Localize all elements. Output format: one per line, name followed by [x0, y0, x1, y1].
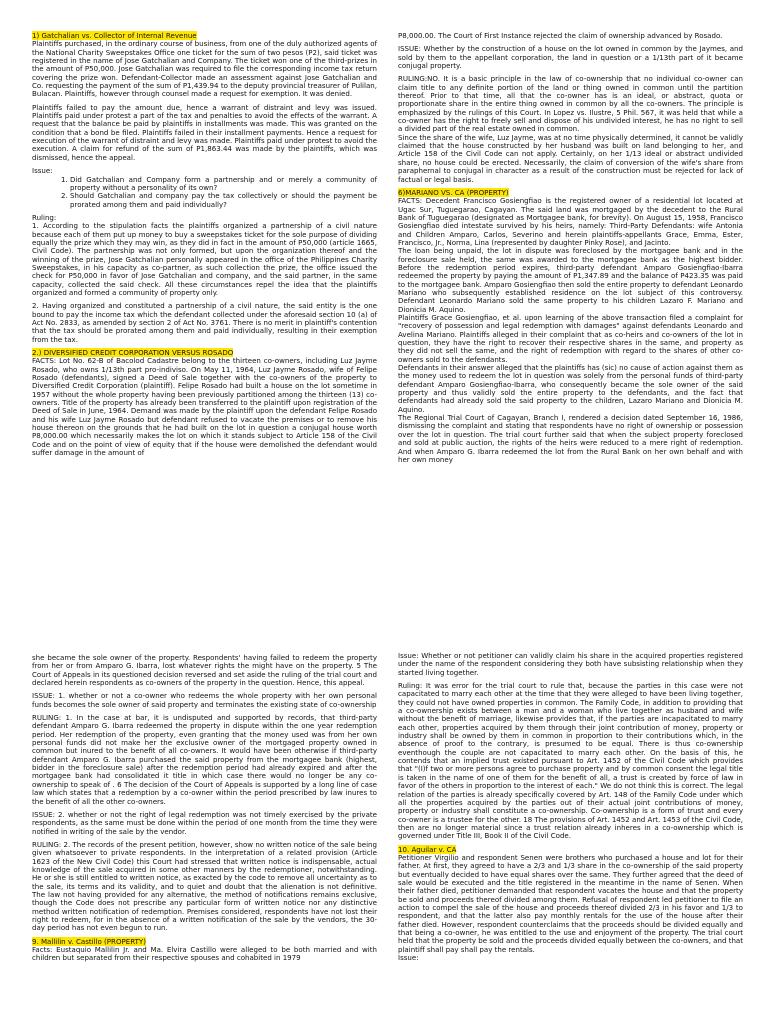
- document-page-1: [0, 20, 768, 520]
- page-gap: [0, 500, 768, 512]
- case6-issue-2: ISSUE: 2. whether or not the right of legal redemption was not timely exercised by the private respondents, as the same must be done within the period of one month from the time they were notified in writing of the sale by the vendor.: [32, 809, 377, 836]
- case6-facts: FACTS: Decedent Francisco Gosiengfiao is the registered owner of a residential lot located at Ugac Sur, Tuguegarao, Cagayan. The said land was mortgaged by the decedent to the Rural Bank of Tuguegarao (designated as Mortgagee bank, for brevity). On August 15, 1958, Francisco Gosiengfiao died intestate survived by his heirs, namely: Third-Party Defendants: wife Antonia and Children Amparo, Carlos, Severino and herein plaintiffs-appellants Grace, Emma, Ester, Francisco, Jr., Norma, Lina (represented by daughter Pinky Rose), and Jacinto.: [398, 196, 743, 247]
- ruling-paragraph-2: 2. Having organized and constituted a partnership of a civil nature, the said entity is the one bound to pay the income tax which the defendant collected under the aforesaid section 10 (a) of Act No. 2833, as amended by section 2 of Act No. 3761. There is no merit in plaintiff's contention that the tax should be prorated among them and paid individually, resulting in their exemption from the tax.: [32, 301, 377, 344]
- case1-facts-2: Plaintiffs failed to pay the amount due, hence a warrant of distraint and levy was issued. Plaintiffs paid under protest a part of the tax and penalties to avoid the effects of the warrant. A request that the balance be paid by plaintiffs in installments was made. This was granted on the condition that a bond be filed. Plaintiffs failed in their installment payments. Hence a request for execution of the warrant of distraint and levy was made. Plaintiffs paid under protest to avoid the execution. A claim for refund of the sum of P1,863.44 was made by the plaintiffs, which was dismissed, hence the appeal.: [32, 102, 377, 162]
- page1-right-column: [398, 32, 743, 469]
- case1-facts: Plaintiffs purchased, in the ordinary course of business, from one of the duly authorized agents of the National Charity Sweepstakes Office one ticket for the sum of two pesos (P2), said ticket was registered in the name of Jose Gatchalian and Company. The ticket won one of the third-prizes in the amount of P50,000. Jose Gatchalian was required to file the corresponding income tax return covering the prize won. Defendant-Collector made an assessment against Jose Gatchalian and Co. requesting the payment of the sum of P1,439.94 to the deputy provincial treasurer of Pulilan, Bulacan. Plaintiffs, however through counsel made a request for exemption. It was denied.: [32, 39, 377, 99]
- case1-title: 1) Gatchalian vs. Collector of Internal Revenue: [32, 31, 197, 40]
- case9-facts: Facts: Eustaquio Mallilin Jr. and Ma. Elvira Castillo were alleged to be both married and with children but separated from their respective spouses and cohabited in 1979: [32, 945, 377, 963]
- case9-ruling: Ruling: It was error for the trial court to rule that, because the parties in this case were not capacitated to marry each other at the time that they were alleged to have been living together, they could not have owned properties in common. The Family Code, in addition to providing that a co-ownership exists between a man and a woman who live together as husband and wife without the benefit of marriage, likewise provides that, if the parties are incapacitated to marry each other, properties acquired by them through their joint contribution of money, property or industry shall be owned by them in common in proportion to their contributions which, in the absence of proof to the contrary, is presumed to be equal. There is thus co-ownership eventhough the couple are not capacitated to marry each other. On the basis of this, he contends that an implied trust existed pursuant to Art. 1452 of the Civil Code which provides that "(I)f two or more persons agree to purchase property and by common consent the legal title is taken in the name of one of them for the benefit of all, a trust is created by force of law in favor of the others in proportion to the interest of each." We do not think this is correct. The legal relation of the parties is already specifically covered by Art. 148 of the Family Code under which all the properties acquired by the parties out of their actual joint contributions of money, property or industry shall constitute a co-ownership. Co-ownership is a form of trust and every co-owner is a trustee for the other. 18 The provisions of Art. 1452 and Art. 1453 of the Civil Code, then are no longer material since a trust relation already inheres in a co-ownership which is governed under Title III, Book II of the Civil Code.: [398, 681, 743, 841]
- case6-issue-1: ISSUE: 1. whether or not a co-owner who redeems the whole property with her own personal funds becomes the sole owner of said property and terminates the existing state of co-ownership: [32, 691, 377, 709]
- case6-title: 6)MARIANO VS. CA (PROPERTY): [398, 187, 509, 197]
- case9-title: 9. Mallilin v. Castillo (PROPERTY): [32, 936, 146, 946]
- document-page-2: [0, 512, 768, 1024]
- issue-list: [32, 176, 377, 209]
- ruling-paragraph-1: 1. According to the stipulation facts the plaintiffs organized a partnership of a civil nature because each of them put up money to buy a sweepstakes ticket for the sole purpose of dividing equally the prize which they may win, as they did in fact in the amount of P50,000 (article 1665, Civil Code). The partnership was not only formed, but upon the organization thereof and the winning of the prize, Jose Gatchalian personally appeared in the office of the Philippines Charity Sweepstakes, in his capacity as co-partner, as such collection the prize, the office issued the check for P50,000 in favor of Jose Gatchalian and company, and the said partner, in the same capacity, collected the said check. All these circumstances repel the idea that the plaintiffs organized and formed a community of property only.: [32, 221, 377, 297]
- case9-issue: Issue: Whether or not petitioner can validly claim his share in the acquired properties registered under the name of the respondent considering they both have subsisting relationship when they started living together.: [398, 651, 743, 677]
- case2-title: 2.) DIVERSIFIED CREDIT CORPORATION VERSUS ROSADO: [32, 348, 234, 358]
- ruling-label: Ruling:: [32, 212, 57, 222]
- case6-ruling-1: RULING: 1. In the case at bar, it is undisputed and supported by records, that third-party defendant Amparo G. Ibarra redeemed the property in dispute within the one year redemption period. Her redemption of the property, even granting that the money used was from her own personal funds did not make her the exclusive owner of the mortgaged property owned in common but inured to the benefit of all co-owners. It would have been otherwise if third-party defendant Amparo G. Ibarra purchased the said property from the mortgagee bank (highest, bidder in the foreclosure sale) after the redemption period had already expired and after the mortgagee bank had consolidated it title in which case there would no longer be any co-ownership to speak of . 6 The decision of the Court of Appeals is supported by a long line of case law which states that a redemption by a co-owner within the period prescribed by law inures to the benefit of all the other co-owners.: [32, 713, 377, 806]
- case6-facts-2: The loan being unpaid, the lot in dispute was foreclosed by the mortgagee bank and in the foreclosure sale held, the same was awarded to the mortgagee bank as the highest bidder. Before the redemption period expires, third-party defendant Amparo Gosiengfiao-Ibarra redeemed the property by paying the amount of P1,347.89 and the balance of P423.35 was paid to the mortgagee bank. Amparo Gosiengfiao then sold the entire property to defendant Leonardo Mariano who subsequently established residence on the lot subject of this controversy. Defendant Leonardo Mariano sold the same property to his children Lazaro F. Mariano and Dionicia M. Aquino.: [398, 246, 743, 314]
- case2-issue: ISSUE: Whether by the construction of a house on the lot owned in common by the Jaymes, and sold by them to the appellant corporation, the land in question or a 1/13th part of it became conjugal property.: [398, 44, 743, 71]
- page2-right-column: [398, 652, 743, 967]
- case10-title: 10. Aguilar v. CA: [398, 844, 457, 854]
- case2-continuation: P8,000.00. The Court of First Instance rejected the claim of ownership advanced by Rosado.: [398, 31, 723, 40]
- case6-facts-4: Defendants in their answer alleged that the plaintiffs has (sic) no cause of action against them as the money used to redeem the lot in question was solely from the personal funds of third-party defendant Amparo Gosiengfiao-Ibarra, who consequently became the sole owner of the said property and thus validly sold the entire property to the defendants, and the fact that defendants had already sold the said property to the children, Lazaro Mariano and Dionicia M. Aquino.: [398, 363, 743, 414]
- case10-issue-label: Issue:: [398, 953, 419, 963]
- page1-left-column: [32, 32, 377, 463]
- issue-label: Issue:: [32, 166, 53, 176]
- case6-facts-5: The Regional Trial Court of Cagayan, Branch I, rendered a decision dated September 16, 1986, dismissing the complaint and stating that respondents have no right of ownership or possession over the lot in question. The trial court further said that when the subject property foreclosed and sold at public auction, the rights of the heirs were reduced to a mere right of redemption. And when Amparo G. Ibarra redeemed the lot from the Rural Bank on her own behalf and with her own money: [398, 413, 743, 464]
- case2-facts: FACTS: Lot No. 62-B of Bacolod Cadastre belong to the thirteen co-owners, including Luz Jayme Rosado, who owns 1/13th part pro-indiviso. On May 11, 1964, Luz Jayme Rosado, wife of Felipe Rosado (defendants), signed a Deed of Sale together with the co-owners of the property to Diversified Credit Corporation (plaintiff). Felipe Rosado had built a house on the lot sometime in 1957 without the whole property having been previously partitioned among the thirteen (13) co-owners. Title of the property has already been transferred to the plaintiff upon registration of the Deed of Sale in June, 1964. Demand was made by the plaintiff upon the defendant Felipe Rosado and his wife Luz Jayme Rosado but defendant refused to vacate the premises or to remove his house thereon on the grounds that he had built on the lot in question a conjugal house worth P8,000.00 which necessarily makes the lot on which it stands subject to Article 158 of the Civil Code and on the point of view of equity that if the house were demolished the defendant would suffer damage in the amount of: [32, 356, 377, 458]
- case10-facts: Petitioner Virgilio and respondent Senen were brothers who purchased a house and lot for their father. At first, they agreed to have a 2/3 and 1/3 share in the co-ownership of the said property but eventually decided to have equal shares over the same. They further agreed that the deed of sale would be executed and the title registered in the meantime in the name of Senen. When their father died, petitioner demanded that respondent vacates the house and that the property be sold and proceeds thereof divided among them. Refusal of respondent led petitioner to file an action to compel the sale of the house and proceeds thereof divided 2/3 in his favor and 1/3 to respondent, and that the latter also pay monthly rentals for the use of the house after their father died. However, respondent counterclaims that the proceeds should be divided equally and that being a co-owner, he was entitled to the use and enjoyment of the property. The trial court held that the property be sold and the proceeds divided equally between the co-owners, and that plaintiff shall pay shall pay the rentals.: [398, 852, 743, 954]
- case2-ruling: RULING:NO. It is a basic principle in the law of co-ownership that no individual co-owner can claim title to any definite portion of the land or thing owned in common until the partition thereof. Prior to that time, all that the co-owner has is an ideal, or abstract, quota or proportionate share in the entire thing owned in common by all the co-owners. The principle is emphasized by the rulings of this Court. In Lopez vs. Ilustre, 5 Phil. 567, it was held that while a co-owner has the right to freely sell and dispose of his undivided interest, he has no right to sell a divided part of the real estate owned in common.: [398, 74, 743, 134]
- page2-left-column: [32, 654, 377, 968]
- case6-continuation: she became the sole owner of the property. Respondents' having failed to redeem the property from her or from Amparo G. Ibarra, lost whatever rights the might have on the property. 5 The Court of Appeals in its questioned decision reversed and set aside the ruling of the trial court and declared herein respondents as co-owners of the property in the question. Hence, this appeal.: [32, 653, 377, 688]
- issue-item-1: 1. Did Gatchalian and Company form a partnership and or merely a community of property without a personality of its own?: [70, 176, 377, 193]
- case6-facts-3: Plaintiffs Grace Gosiengfiao, et al. upon learning of the above transaction filed a complaint for "recovery of possession and legal redemption with damages" against defendants Leonardo and Avelina Mariano. Plaintiffs alleged in their complaint that as co-heirs and co-owners of the lot in question, they have the right to recover their respective shares in the same, and property as they did not sell the same, and the right of redemption with regard to the shares of other co-owners sold to the defendants.: [398, 313, 743, 364]
- issue-item-2: 2. Should Gatchalian and company pay the tax collectively or should the payment be prorated among them and paid individually?: [70, 192, 377, 209]
- case6-ruling-2: RULING: 2. The records of the present petition, however, show no written notice of the sale being given whatsoever to private respondents. In the interpretation of a related provision (Article 1623 of the New Civil Code) this Court had stressed that written notice is indispensable, actual knowledge of the sale acquired in some other manners by the redemptioner, notwithstanding. He or she is still entitled to written notice, as exacted by the code to remove all uncertainty as to the sale, its terms and its validity, and to quiet and doubt that the alienation is not definitive. The law not having provided for any alternative, the method of notifications remains exclusive, though the Code does not prescribe any particular form of written notice nor any distinctive method written notification of redemption. Premises considered, respondents have not lost their right to redeem, for in the absence of a written notification of the sale by the vendors, the 30-day period has not even begun to run.: [32, 839, 377, 933]
- case2-ruling-2: Since the share of the wife, Luz Jayme, was at no time physically determined, it cannot be validly claimed that the house constructed by her husband was built on land belonging to her, and Article 158 of the Civil Code can not apply. Certainly, on her 1/13 ideal or abstract undivided share, no house could be erected. Necessarily, the claim of conversion of the wife's share from paraphernal to conjugal in character as a result of the construction must be rejected for lack of factual or legal basis.: [398, 132, 743, 184]
